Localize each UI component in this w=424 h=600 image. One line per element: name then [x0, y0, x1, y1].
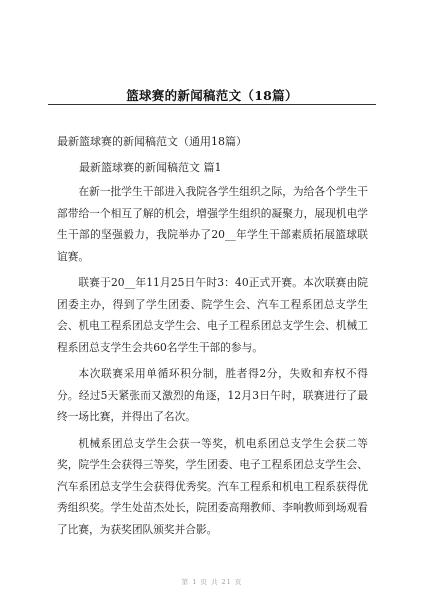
header-divider: [48, 104, 376, 105]
paragraph: 本次联赛采用单循环积分制，胜者得2分，失败和弃权不得分。经过5天紧张而又激烈的角逐，12月3日午时，联赛进行了最终一场比赛，并得出了名次。: [57, 367, 368, 423]
section-title: 最新篮球赛的新闻稿范文 篇1: [79, 161, 222, 174]
paragraph: 联赛于20__年11月25日午时3：40正式开赛。本次联赛由院团委主办，得到了学生团委、院学生会、汽车工程系团总支学生会、机电工程系团总支学生会、电子工程系团总支学生会、机械工程系团总支学生会共60名学生干部的参与。: [57, 276, 368, 354]
document-title: 最新篮球赛的新闻稿范文（通用18篇）: [57, 135, 247, 148]
page-footer: 第 1 页 共 21 页: [181, 578, 243, 586]
document-body: [57, 181, 368, 545]
paragraph: 在新一批学生干部进入我院各学生组织之际，为给各个学生干部带给一个相互了解的机会，增强学生组织的凝聚力，展现机电学生干部的坚强毅力，我院举办了20__年学生干部素质拓展篮球联谊赛。: [57, 185, 368, 263]
paragraph: 机械系团总支学生会获一等奖，机电系团总支学生会获二等奖，院学生会获得三等奖，学生团委、电子工程系团总支学生会、汽车系团总支学生会获得优秀奖。汽车工程系和机电工程系获得优秀组织奖。学生处苗杰处长，院团委高翔教师、李响教师到场观看了比赛，为获奖团队颁奖并合影。: [57, 436, 368, 536]
page-header-title: 篮球赛的新闻稿范文（18篇）: [126, 88, 298, 103]
